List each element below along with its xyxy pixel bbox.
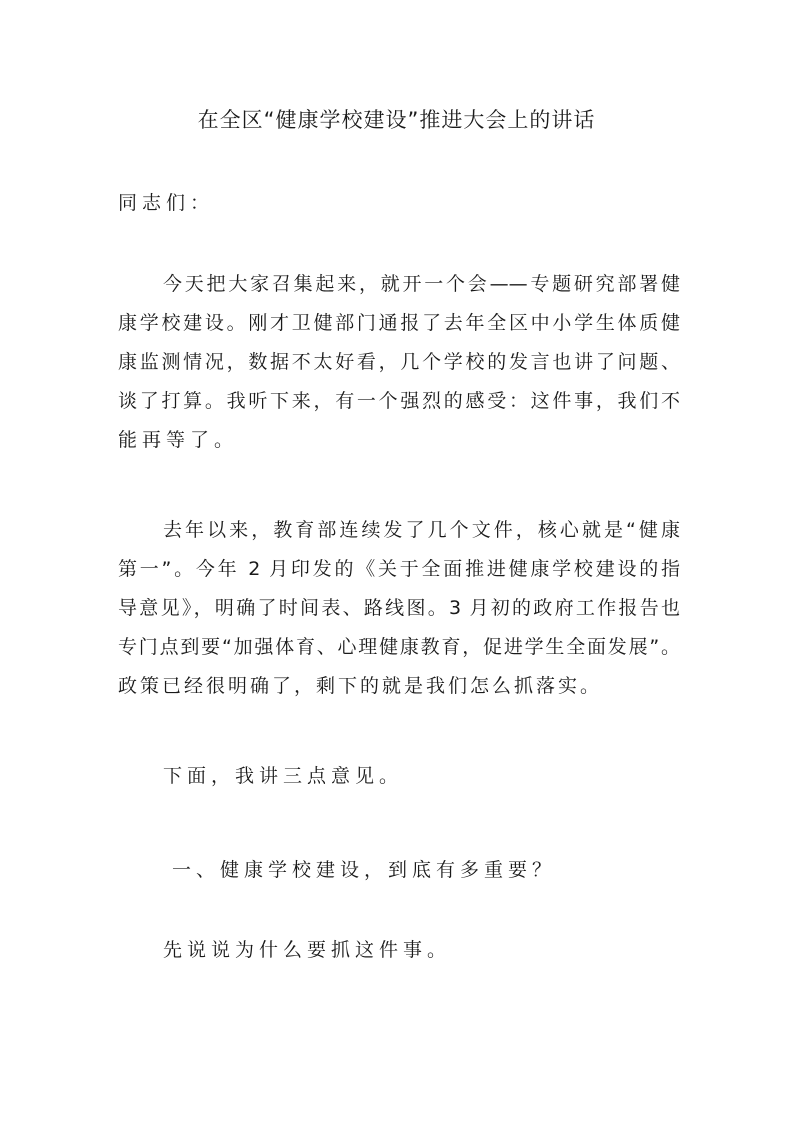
paragraph-line: 康监测情况，数据不太好看，几个学校的发言也讲了问题、 xyxy=(118,351,680,373)
paragraph-4: 先说说为什么要抓这件事。 xyxy=(163,939,452,961)
paragraph-line: 去年以来，教育部连续发了几个文件，核心就是“健康 xyxy=(163,519,680,541)
section-heading-1: 一、健康学校建设，到底有多重要？ xyxy=(172,859,557,881)
paragraph-line: 谈了打算。我听下来，有一个强烈的感受：这件事，我们不 xyxy=(118,390,680,412)
document-title: 在全区“健康学校建设”推进大会上的讲话 xyxy=(197,108,596,132)
paragraph-line: 康学校建设。刚才卫健部门通报了去年全区中小学生体质健 xyxy=(118,312,680,334)
salutation: 同志们： xyxy=(118,192,215,214)
paragraph-line: 今天把大家召集起来，就开一个会——专题研究部署健 xyxy=(163,273,680,295)
paragraph-line: 导意见》，明确了时间表、路线图。3 月初的政府工作报告也 xyxy=(118,597,680,619)
paragraph-3: 下面，我讲三点意见。 xyxy=(163,765,404,787)
paragraph-line: 能再等了。 xyxy=(118,429,239,451)
paragraph-line: 政策已经很明确了，剩下的就是我们怎么抓落实。 xyxy=(118,675,603,697)
paragraph-line: 专门点到要“加强体育、心理健康教育，促进学生全面发展”。 xyxy=(118,636,680,658)
paragraph-line: 第一”。今年 2 月印发的《关于全面推进健康学校建设的指 xyxy=(118,558,680,580)
